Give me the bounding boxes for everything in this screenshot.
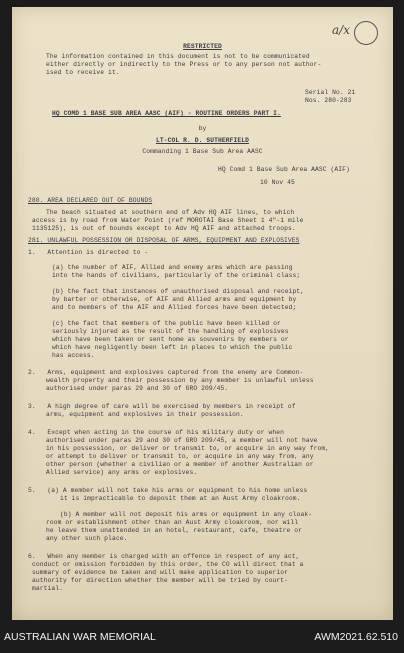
- notice-line-1: The information contained in this document is not to be communicated: [46, 53, 310, 60]
- archive-reference: AWM2021.62.510: [314, 631, 398, 643]
- para-281-5a-line-1: 5. (a) A member will not take his arms or equipment to his home unless: [28, 487, 308, 494]
- officer-appointment: Commanding 1 Base Sub Area AASC: [142, 148, 263, 155]
- para-281-1c-line-3: which have been taken or sent home as souvenirs by members or: [52, 336, 289, 343]
- para-281-1c-line-4: which have negligently been left in places to which the public: [52, 344, 293, 351]
- para-280-line-1: The beach situated at southern end of Adv HQ AIF lines, to which: [46, 209, 295, 216]
- para-281-6-line-5: martial.: [32, 585, 64, 592]
- classification-heading: RESTRICTED: [183, 43, 222, 50]
- para-281-4-line-5: other person (whether a civilian or a member of another Australian or: [46, 461, 314, 468]
- notice-line-2: either directly or indirectly to the Press or to any person not author-: [46, 61, 322, 68]
- para-281-heading: 281. UNLAWFUL POSSESSION OR DISPOSAL OF ARMS, EQUIPMENT AND EXPLOSIVES: [28, 237, 300, 244]
- para-281-5b-line-3: he leave them unattended in an hotel, restaurant, cafe, theatre or: [46, 527, 302, 534]
- notice-line-3: ised to receive it.: [46, 69, 120, 76]
- para-281-1a-line-1: (a) the number of AIF, Allied and enemy arms which are passing: [52, 264, 293, 271]
- para-281-1b-line-1: (b) the fact that instances of unauthorised disposal and receipt,: [52, 288, 305, 295]
- para-281-1b-line-3: and to members of the AIF and Allied forces have been detected;: [52, 304, 297, 311]
- officer-name: LT-COL R. D. SUTHERFIELD: [155, 137, 250, 144]
- para-281-1c-line-2: seriously injured as the result of the handling of explosives: [52, 328, 289, 335]
- para-280-heading: 280. AREA DECLARED OUT OF BOUNDS: [28, 197, 153, 204]
- para-281-2-line-3: authorised under paras 29 and 30 of GRO 209/45.: [46, 385, 229, 392]
- para-281-2-line-2: wealth property and their possession by any member is unlawful unless: [46, 377, 314, 384]
- para-281-2-line-1: 2. Arms, equipment and explosives captured from the enemy are Common-: [28, 369, 304, 376]
- para-281-5a-line-2: it is impracticable to deposit them at an Aust Army cloakroom.: [60, 495, 301, 502]
- para-281-5b-line-4: any other such place.: [46, 535, 128, 542]
- para-281-1: 1. Attention is directed to -: [28, 249, 149, 256]
- document-title: HQ COMD 1 BASE SUB AREA AASC (AIF) - ROUTINE ORDERS PART I.: [52, 110, 281, 117]
- para-281-5b-line-1: (b) A member will not deposit his arms or equipment in any cloak-: [60, 511, 313, 518]
- annotation-circle: [354, 21, 378, 45]
- para-280-line-2: access is by road from Water Point (ref MOROTAI Base Sheet 1 4"-1 mile: [32, 217, 304, 224]
- para-281-4-line-6: Allied service) any arms or explosives.: [46, 469, 198, 476]
- order-date: 10 Nov 45: [260, 179, 295, 186]
- para-281-4-line-1: 4. Except when acting in the course of his military duty or when: [28, 429, 284, 436]
- serial-number: Serial No. 21: [305, 89, 356, 96]
- para-281-4-line-3: in his possession, or deliver or transmit to, or acquire in any way from,: [46, 445, 330, 452]
- para-281-1c-line-1: (c) the fact that members of the public have been killed or: [52, 320, 281, 327]
- para-281-1a-line-2: into the hands of civilians, particularly of the criminal class;: [52, 272, 301, 279]
- para-280-line-3: 1135125), is out of bounds except to Adv HQ AIF and attached troops.: [32, 225, 296, 232]
- para-281-6-line-3: summary of evidence be taken and will make application to superior: [32, 569, 288, 576]
- archive-name: AUSTRALIAN WAR MEMORIAL: [4, 631, 156, 643]
- para-281-3-line-2: arms, equipment and explosives in their possession.: [46, 411, 244, 418]
- para-281-6-line-2: conduct or omission forbidden by this order, the CO will direct that a: [32, 561, 304, 568]
- handwritten-annotation: a/x: [332, 23, 350, 37]
- para-281-1c-line-5: has access.: [52, 352, 95, 359]
- para-281-1b-line-2: by barter or otherwise, of AIF and Allied arms and equipment by: [52, 296, 297, 303]
- headquarters-line: HQ Comd 1 Base Sub Area AASC (AIF): [218, 166, 350, 173]
- para-281-5b-line-2: room or establishment other than an Aust Army cloakroom, nor will: [46, 519, 299, 526]
- para-281-4-line-2: authorised under paras 29 and 30 of GRO 209/45, a member will not have: [46, 437, 318, 444]
- order-numbers: Nos. 280-283: [305, 97, 352, 104]
- document-page: [12, 7, 393, 620]
- by-label: by: [198, 125, 207, 132]
- para-281-6-line-4: authority for direction whether the member will be tried by court-: [32, 577, 288, 584]
- archive-footer: [0, 620, 404, 653]
- para-281-3-line-1: 3. A high degree of care will be exercised by members in receipt of: [28, 403, 296, 410]
- para-281-6-line-1: 6. When any member is charged with an offence in respect of any act,: [28, 553, 300, 560]
- para-281-4-line-4: or attempt to deliver or transmit to, or acquire in any way from, any: [46, 453, 314, 460]
